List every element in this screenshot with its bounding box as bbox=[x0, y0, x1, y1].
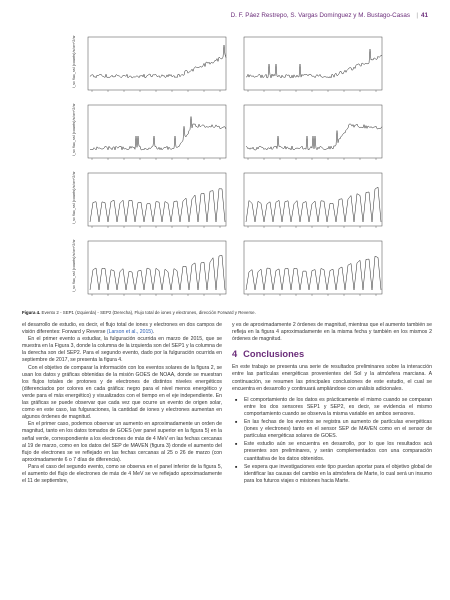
flux-trace bbox=[246, 256, 381, 290]
caption-text: Evento 2 - SEP1 (Izquierda) - SEP2 (Derecha), Flujo total de iones y electrones, dirección Forward y Reverse. bbox=[40, 310, 256, 315]
paragraph: En este trabajo se presenta una serie de resultados preliminares sobre la interacción entre las partículas energéticas provenientes del Sol y la atmósfera marciana. A continuación, se resumen las principales conclusiones de este estudio, el cual se encuentra en desarrollo y continuará ampliándose con análisis adicionales. bbox=[232, 364, 432, 392]
flux-panel bbox=[72, 103, 230, 166]
left-column bbox=[22, 322, 222, 485]
flux-plot bbox=[238, 36, 386, 98]
flux-panel bbox=[238, 36, 386, 98]
section-heading bbox=[232, 351, 432, 358]
y-axis-label bbox=[68, 171, 78, 226]
section-number: 4 bbox=[232, 349, 238, 360]
paragraph bbox=[22, 322, 222, 336]
flux-panel bbox=[72, 239, 230, 302]
flux-trace bbox=[90, 117, 226, 151]
citation-link[interactable]: (Larson et al., 2015) bbox=[106, 329, 153, 336]
running-head-authors: D. F. Páez Restrepo, S. Vargas Domínguez y M. Bustago-Casas bbox=[230, 12, 410, 19]
y-axis-label-text: I_sc flux_ssl (counts)/s/cm^2/sr bbox=[72, 239, 76, 292]
plot-frame bbox=[244, 105, 382, 158]
section-title: Conclusiones bbox=[243, 349, 305, 360]
flux-panel bbox=[238, 104, 386, 166]
page-number: 41 bbox=[420, 12, 428, 19]
paragraph: En el primer caso, podemos observar un aumento en aproximadamente un orden de magnitud, tanto en los datos tomados de GOES (ver panel superior en la figura 5) en la señal verde, correspondiente a los electrones de más de 4 MeV en las fechas cercanas al 19 de marzo, como en los datos del SEP de MAVEN (figura 3) donde el aumento del flujo de electrones se ve reflejado en las fechas cercanas al 25 o 26 de marzo (con aproximadamente 6 o 7 días de diferencia). bbox=[22, 421, 222, 463]
flux-trace bbox=[246, 187, 381, 222]
y-axis-label-text: I_sc flux_ssl (counts)/s/cm^2/sr bbox=[72, 171, 76, 224]
paragraph-text: el desarrollo de estudio, es decir, el flujo total de iones y electrones en dos campos de visión diferentes: Forward y Reverse bbox=[22, 322, 222, 336]
flux-plot bbox=[238, 240, 386, 302]
plot-frame bbox=[88, 105, 226, 158]
figure-4 bbox=[60, 36, 390, 308]
flux-plot bbox=[82, 104, 230, 166]
running-head-separator: | bbox=[416, 12, 418, 19]
paragraph: Con el objetivo de comparar la información con los eventos solares de la figura 2, se usan los datos y gráficas obtenidas de la misión GOES de NOAA, donde se muestran los flujos totales de protones y de electrones de distintos niveles energéticos (diferenciados por colores en cada gráfica: negro para el nivel menos energético y verde para el más energético) y visualizados con el tiempo en el eje independiente. En las gráficas se puede observar que cada vez que ocurre un evento de origen solar, como en este caso, las fulguraciones, la cantidad de iones y electrones aumentan en algunos órdenes de magnitud. bbox=[22, 364, 222, 421]
y-axis-label-text: I_sc flux_ssl (counts)/s/cm^2/sr bbox=[72, 35, 76, 88]
flux-trace bbox=[246, 124, 382, 150]
flux-plot bbox=[82, 240, 230, 302]
plot-frame bbox=[88, 37, 226, 90]
flux-panel bbox=[72, 35, 230, 98]
flux-trace bbox=[246, 49, 382, 78]
flux-plot bbox=[238, 172, 386, 234]
paragraph: Para el caso del segundo evento, como se observa en el panel inferior de la figura 5, el aumento del flujo de electrones de más de 4 MeV se ve reflejado aproximadamente el 11 de septiembre, bbox=[22, 463, 222, 485]
plot-frame bbox=[244, 37, 382, 90]
list-item: ■ Este estudio aún se encuentra en desarrollo, por lo que los resultados acá presentes son preliminares, y serán complementados con una comparación cuantitativa de los datos obtenidos. bbox=[240, 441, 432, 462]
page-header bbox=[0, 12, 450, 24]
flux-panel bbox=[238, 172, 386, 234]
paragraph: En el primer evento a estudiar, la fulguración ocurrida en marzo de 2015, que se muestra en la Figura 3, donde la columna de la izquierda son del SEP1 y la columna de la derecha son del SEP2. Para el segundo evento, dado por la fulguración ocurrida en septiembre de 2017, se presenta la figura 4. bbox=[22, 336, 222, 364]
flux-panel bbox=[238, 240, 386, 302]
right-column bbox=[232, 322, 432, 486]
y-axis-label bbox=[68, 103, 78, 158]
flux-panel bbox=[72, 171, 230, 234]
y-axis-label bbox=[68, 239, 78, 294]
flux-trace bbox=[90, 189, 225, 222]
paragraph: y es de aproximadamente 2 órdenes de magnitud, mientras que el aumento también se refleja en la figura 4 aproximadamente en la misma fecha y también en los mismos 2 órdenes de magnitud. bbox=[232, 322, 432, 343]
list-item: ■ En las fechas de los eventos se registra un aumento de partículas energéticas (iones y electrones) tanto en el sensor SEP de MAVEN como en el sensor de partículas energéticas solares de GOES. bbox=[240, 419, 432, 440]
flux-plot bbox=[238, 104, 386, 166]
caption-label: Figura 4. bbox=[22, 310, 41, 315]
flux-trace bbox=[90, 255, 225, 290]
y-axis-label bbox=[68, 35, 78, 90]
list-item: ■ El comportamiento de los datos es prácticamente el mismo cuando se comparan entre los dos sensores SEP1 y SEP2, es decir, se evidencia el mismo comportamiento cuando se observa la misma variable en ambos sensores. bbox=[240, 397, 432, 418]
conclusions-list bbox=[232, 397, 432, 485]
y-axis-label-text: I_sc flux_ssl (counts)/s/cm^2/sr bbox=[72, 103, 76, 156]
flux-plot bbox=[82, 172, 230, 234]
figure-caption bbox=[22, 310, 432, 315]
paragraph-end: . bbox=[152, 329, 155, 336]
flux-plot bbox=[82, 36, 230, 98]
flux-trace bbox=[90, 45, 226, 78]
list-item: ■ Se espera que investigaciones este tipo puedan aportar para el objetivo global de identificar las causas del cambio en la atmósfera de Marte, lo cual será un insumo para los futuros viajes o misiones hacia Marte. bbox=[240, 464, 432, 485]
